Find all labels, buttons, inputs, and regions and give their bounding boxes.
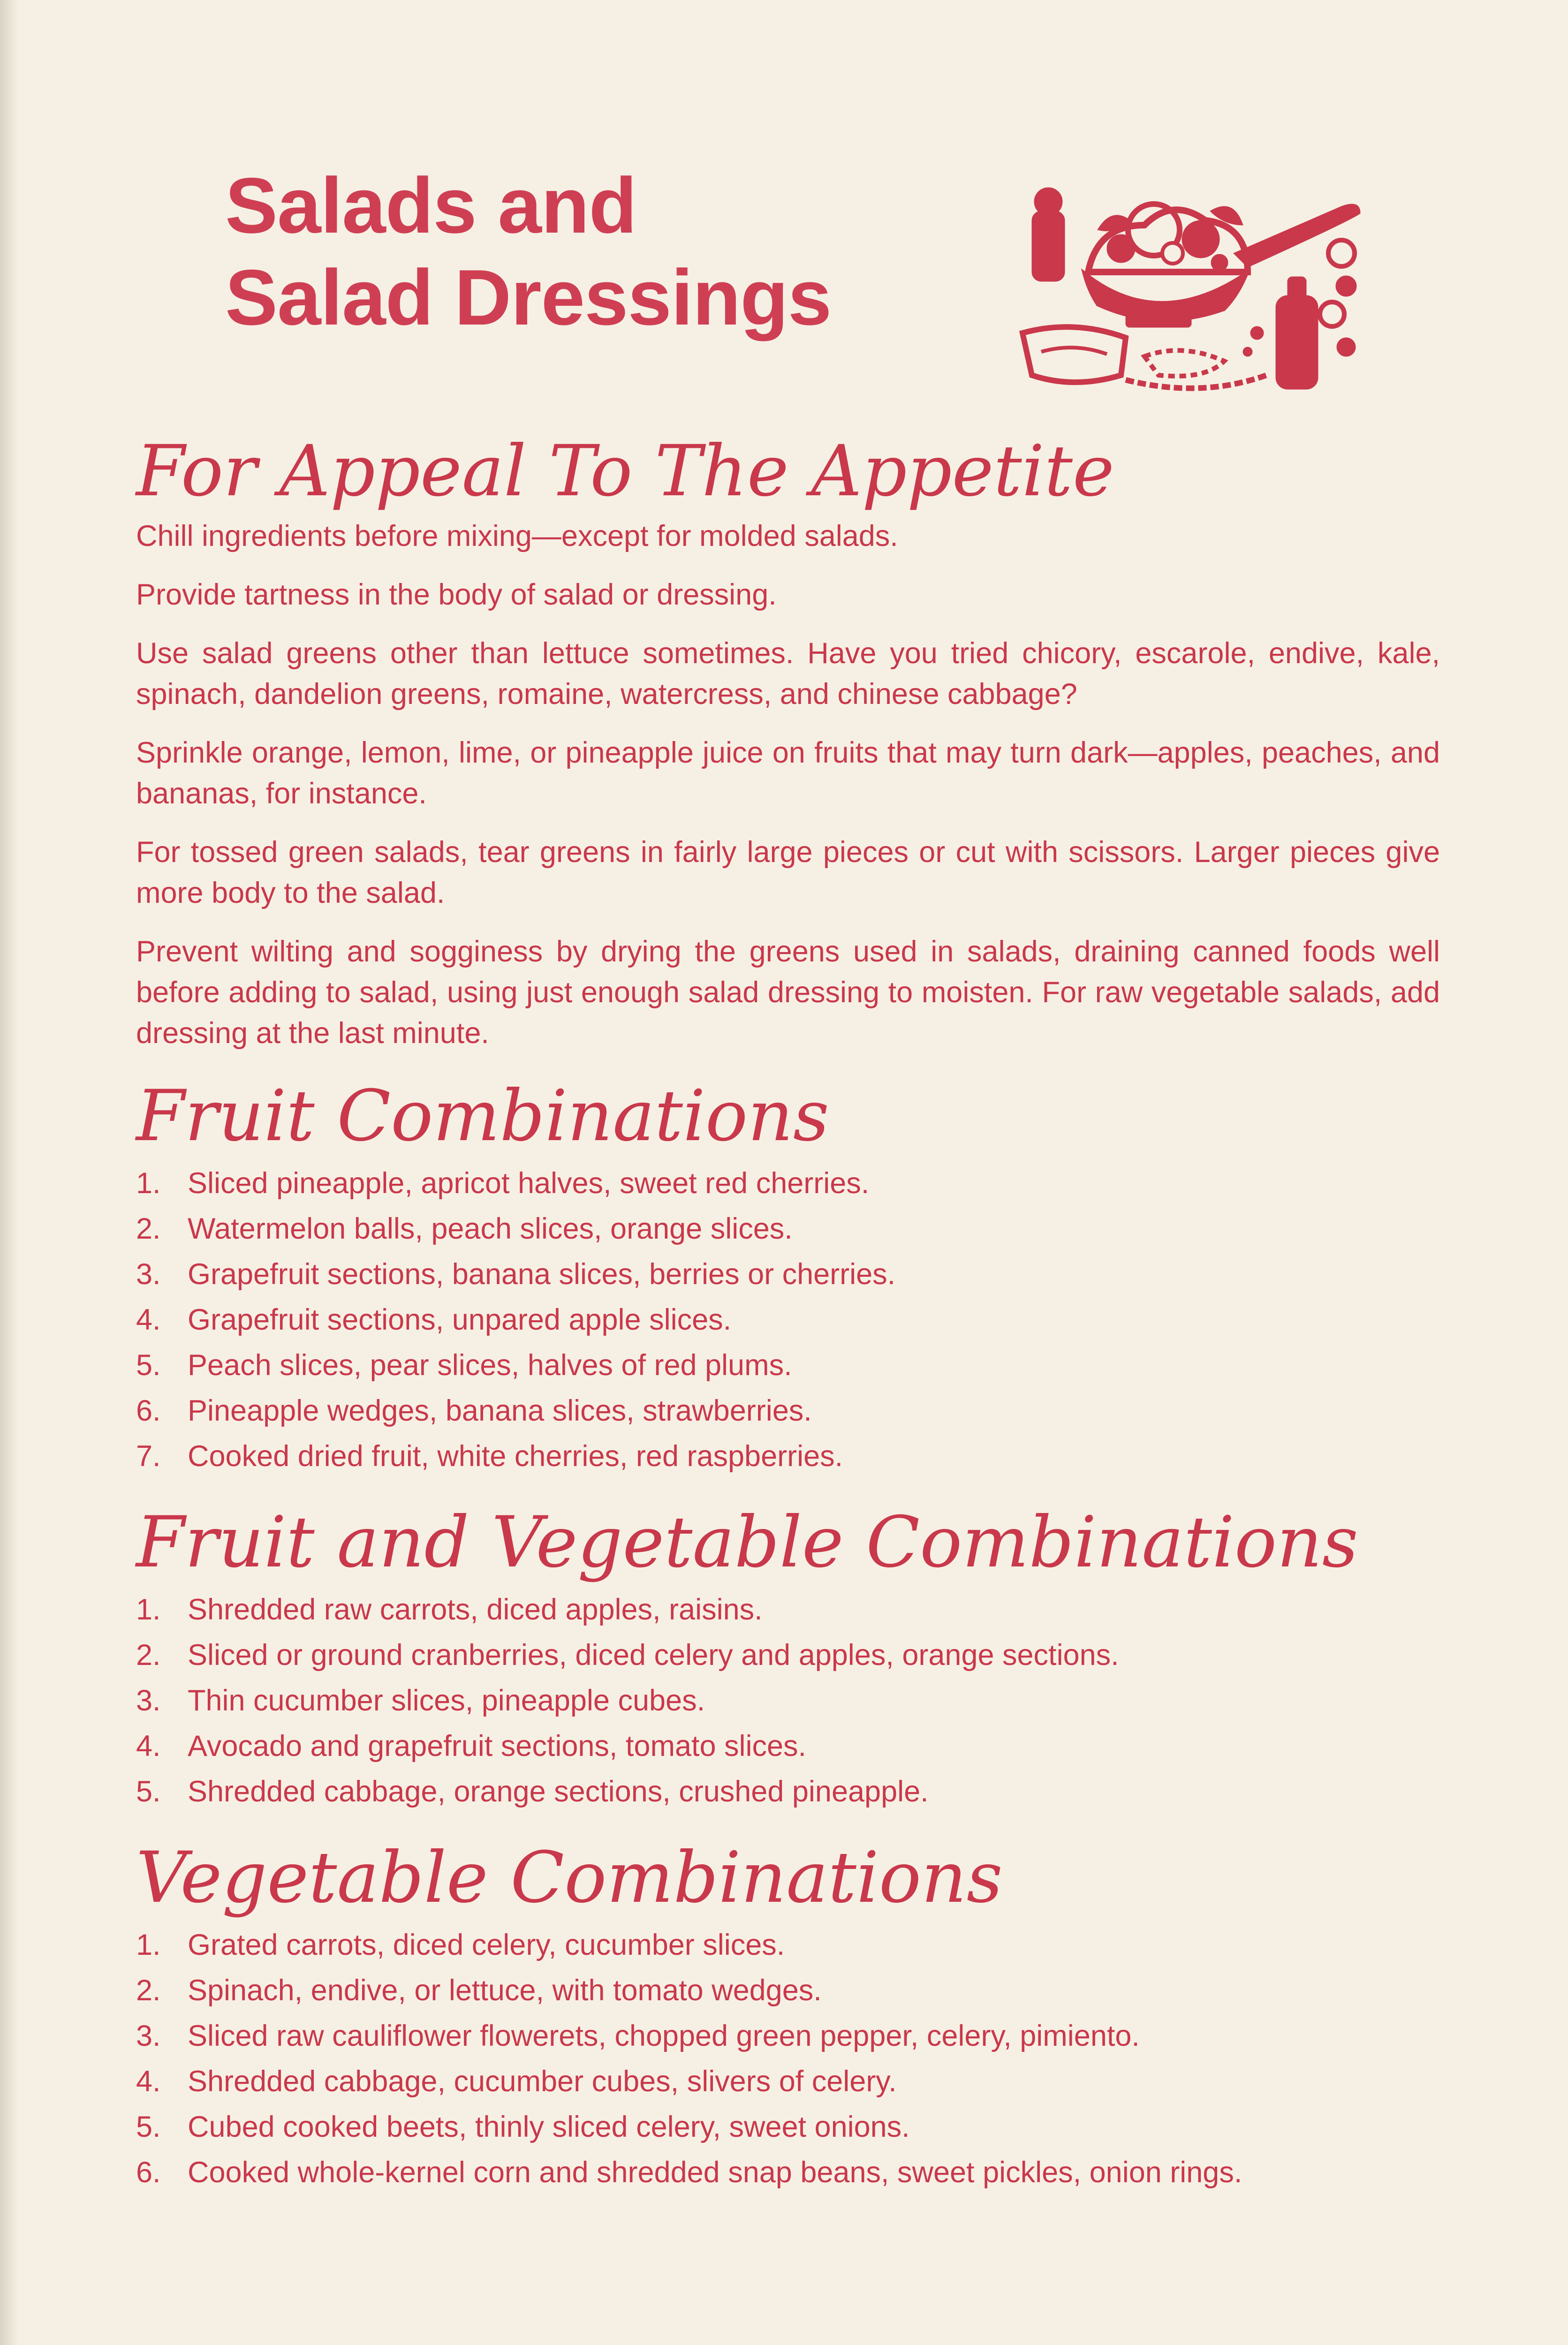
list-item-text: Grapefruit sections, unpared apple slices. [188, 1303, 732, 1336]
page-edge [0, 0, 19, 2345]
list-item-text: Shredded raw carrots, diced apples, raisins. [188, 1593, 763, 1626]
page-title-line-1: Salads and [225, 161, 637, 250]
list-item-text: Sliced or ground cranberries, diced celery and apples, orange sections. [188, 1639, 1119, 1672]
list-item [136, 2104, 1440, 2150]
list-item [136, 1587, 1440, 1633]
list-item-number: 7. [136, 1440, 161, 1473]
list-item-text: Sliced raw cauliflower flowerets, chopped green pepper, celery, pimiento. [188, 2020, 1140, 2052]
list-item-text: Grated carrots, diced celery, cucumber slices. [188, 1929, 785, 1961]
list-item [136, 1252, 1440, 1297]
list-item [136, 1968, 1440, 2013]
list-item-number: 1. [136, 1593, 161, 1626]
appeal-paragraph: For tossed green salads, tear greens in fairly large pieces or cut with scissors. Larger pieces give more body to the salad. [136, 836, 1440, 909]
list-item-number: 5. [136, 2110, 161, 2143]
list-item [136, 1297, 1440, 1343]
list-item [136, 1388, 1440, 1434]
fruit-heading: Fruit Combinations [136, 1075, 829, 1157]
list-item [136, 2059, 1440, 2104]
appeal-heading: For Appeal To The Appetite [136, 431, 1114, 512]
page-title-line-2: Salad Dressings [225, 253, 832, 341]
list-item-text: Pineapple wedges, banana slices, strawberries. [188, 1394, 812, 1427]
appeal-paragraph: Chill ingredients before mixing—except for molded salads. [136, 520, 898, 552]
list-item [136, 1769, 1440, 1815]
appeal-paragraphs [136, 516, 1440, 1054]
vegetable-section [136, 1833, 1440, 2195]
vegetable-heading: Vegetable Combinations [136, 1837, 1003, 1919]
fruit-vegetable-heading: Fruit and Vegetable Combinations [136, 1502, 1358, 1583]
list-item-number: 1. [136, 1929, 161, 1961]
list-item [136, 1724, 1440, 1769]
list-item-text: Spinach, endive, or lettuce, with tomato wedges. [188, 1974, 822, 2007]
vegetable-list [136, 1922, 1440, 2195]
list-item-text: Cooked dried fruit, white cherries, red raspberries. [188, 1440, 843, 1473]
list-item-text: Watermelon balls, peach slices, orange slices. [188, 1212, 793, 1245]
list-item [136, 1434, 1440, 1479]
salad-bowl-illustration-icon [1004, 155, 1370, 417]
list-item-number: 5. [136, 1349, 161, 1382]
list-item-number: 4. [136, 1730, 161, 1763]
list-item-number: 4. [136, 1303, 161, 1336]
list-item [136, 1922, 1440, 1968]
list-item-number: 5. [136, 1775, 161, 1808]
list-item-text: Grapefruit sections, banana slices, berries or cherries. [188, 1258, 896, 1291]
list-item-text: Shredded cabbage, cucumber cubes, slivers of celery. [188, 2065, 897, 2098]
appeal-paragraph: Prevent wilting and sogginess by drying the greens used in salads, draining canned foods well before adding to salad, using just enough salad dressing to moisten. For raw vegetable salads, add dressing at the last minute. [136, 935, 1440, 1050]
list-item-number: 4. [136, 2065, 161, 2098]
list-item [136, 1206, 1440, 1252]
list-item-number: 1. [136, 1167, 161, 1200]
appeal-paragraph: Use salad greens other than lettuce sometimes. Have you tried chicory, escarole, endive, kale, spinach, dandelion greens, romaine, watercress, and chinese cabbage? [136, 637, 1440, 711]
list-item [136, 2150, 1440, 2195]
list-item [136, 1161, 1440, 1206]
list-item-number: 3. [136, 1684, 161, 1717]
list-item-number: 3. [136, 1258, 161, 1291]
list-item [136, 1343, 1440, 1388]
list-item-number: 6. [136, 1394, 161, 1427]
list-item [136, 1633, 1440, 1678]
list-item-number: 6. [136, 2156, 161, 2189]
list-item [136, 1678, 1440, 1724]
list-item-number: 2. [136, 1974, 161, 2007]
page-title [225, 159, 831, 343]
fruit-vegetable-section [136, 1498, 1440, 1815]
list-item-text: Cubed cooked beets, thinly sliced celery, sweet onions. [188, 2110, 910, 2143]
page-content [136, 422, 1440, 2214]
list-item-text: Peach slices, pear slices, halves of red plums. [188, 1349, 792, 1382]
appeal-paragraph: Sprinkle orange, lemon, lime, or pineapple juice on fruits that may turn dark—apples, peaches, and bananas, for instance. [136, 736, 1440, 810]
list-item-number: 2. [136, 1212, 161, 1245]
appeal-section [136, 427, 1440, 1054]
list-item-number: 2. [136, 1639, 161, 1672]
fruit-section [136, 1072, 1440, 1479]
appeal-paragraph: Provide tartness in the body of salad or dressing. [136, 578, 777, 611]
list-item-text: Thin cucumber slices, pineapple cubes. [188, 1684, 705, 1717]
list-item-text: Sliced pineapple, apricot halves, sweet red cherries. [188, 1167, 870, 1200]
fruit-list [136, 1161, 1440, 1479]
list-item-number: 3. [136, 2020, 161, 2052]
list-item-text: Cooked whole-kernel corn and shredded snap beans, sweet pickles, onion rings. [188, 2156, 1242, 2189]
list-item [136, 2013, 1440, 2059]
fruit-vegetable-list [136, 1587, 1440, 1815]
list-item-text: Avocado and grapefruit sections, tomato slices. [188, 1730, 807, 1763]
list-item-text: Shredded cabbage, orange sections, crushed pineapple. [188, 1775, 929, 1808]
